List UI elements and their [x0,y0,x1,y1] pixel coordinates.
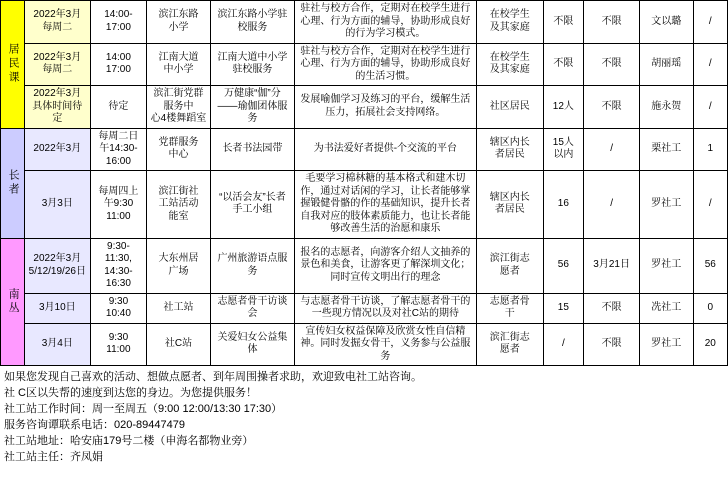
cell-desc: 宣传妇女权益保障及欣赏女性自信精神。同时发掘女骨干，义务参与公益服务 [294,323,476,366]
cell-place: 社工站 [146,293,210,323]
cell-deadline: 不限 [584,1,640,44]
cell-place: 滨江东路 小学 [146,1,210,44]
cell-date: 3月4日 [24,323,90,366]
cell-object: 滨汇街志 愿者 [477,323,543,366]
cell-title: 关爱妇女公益集体 [211,323,295,366]
cell-deadline: / [584,128,640,171]
cell-time: 9:30 10:40 [91,293,147,323]
table-row [1,323,728,366]
cell-num: 不限 [543,1,584,44]
cell-place: 滨汇街党群服务中 心4楼舞蹈室 [146,86,210,129]
cell-object: 志愿者骨 干 [477,293,543,323]
cell-date: 2022年3月 [24,128,90,171]
cell-date: 2022年3月 每周二 [24,1,90,44]
cell-org: 罗社工 [639,171,693,239]
cell-remark: 1 [693,128,727,171]
cell-desc: 为书法爱好者提供-个交流的平台 [294,128,476,171]
cell-time: 9:30- 11:30, 14:30- 16:30 [91,238,147,293]
cell-num: 56 [543,238,584,293]
table-row [1,171,728,239]
category-label-3: 南丛 [1,238,25,366]
cell-deadline: 3月21日 [584,238,640,293]
cell-deadline: / [584,171,640,239]
cell-title: 万健康“伽”分——瑜伽团体服务 [211,86,295,129]
cell-object: 滨江街志 愿者 [477,238,543,293]
footer-line-1: 如果您发现自己喜欢的活动、想做点愿者、到年周围操者求助，欢迎致电社工站咨询。 [4,371,422,383]
footer-line-6: 社工站主任：齐凤娟 [4,450,103,463]
cell-time: 9:30 11:00 [91,323,147,366]
cell-deadline: 不限 [584,293,640,323]
cell-object: 在校学生 及其家庭 [477,1,543,44]
cell-org: 冼社工 [639,293,693,323]
cell-time: 每周二日 午14:30- 16:00 [91,128,147,171]
cell-num: 12人 [543,86,584,129]
cell-date: 3月10日 [24,293,90,323]
cell-time: 14:00- 17:00 [91,1,147,44]
cell-org: 文以璐 [639,1,693,44]
cell-num: 16 [543,171,584,239]
cell-desc: 与志愿者骨干访谈，了解志愿者骨干的一些现方情况以及对社C站的期待 [294,293,476,323]
table-row [1,293,728,323]
cell-title: 广州旅游语点服务 [211,238,295,293]
cell-title: 志愿者骨干访谈会 [211,293,295,323]
cell-org: 施永贺 [639,86,693,129]
cell-org: 罗社工 [639,238,693,293]
cell-date: 2022年3月 每周二 [24,43,90,86]
cell-place: 社C站 [146,323,210,366]
cell-deadline: 不限 [584,86,640,129]
cell-remark: / [693,43,727,86]
cell-date: 2022年3月 具体时间待定 [24,86,90,129]
cell-title: 江南大道中小学驻校服务 [211,43,295,86]
cell-desc: 驻社与校方合作，定期对在校学生进行心理、行为方面的辅导，协助形成良好的行为学习模式。 [294,1,476,44]
cell-remark: / [693,1,727,44]
footer-line-5: 社工站地址：哈安庙179号二楼（申海名都物业旁） [4,434,254,447]
cell-remark: / [693,171,727,239]
cell-org: 栗社工 [639,128,693,171]
cell-title: 长者书法园带 [211,128,295,171]
cell-desc: 毛要学习棉林糖的基本格式和建木切作，通过对话闲的学习，让长者能够掌握锻健骨骼的作的基础知识，提升长者自我对应的肢体素质能力，也让长者能够改善生活的治愿和康乐 [294,171,476,239]
cell-object: 辖区内长 者居民 [477,128,543,171]
cell-place: 江南大道 中小学 [146,43,210,86]
category-label-1: 居民课 [1,1,25,129]
table-row [1,1,728,44]
table-row [1,128,728,171]
cell-org: 罗社工 [639,323,693,366]
cell-place: 大东州居 广场 [146,238,210,293]
cell-time: 14:00 17:00 [91,43,147,86]
cell-desc: 报名的志愿者，向游客介绍人文抽养的景色和美食，让游客更了解深圳文化；同时宣传文明出行的理念 [294,238,476,293]
footer-line-3: 社工站工作时间：周一至周五（9:00 12:00/13:30 17:30） [4,402,283,415]
cell-time: 待定 [91,86,147,129]
cell-org: 胡丽瑶 [639,43,693,86]
table-row [1,43,728,86]
cell-remark: 0 [693,293,727,323]
footer-line-2: 社 C区以失帮的速度到达您的身边。为您提供服务！ [4,386,257,399]
cell-object: 在校学生 及其家庭 [477,43,543,86]
cell-desc: 驻社与校方合作，定期对在校学生进行心理、行为方面的辅导，协助形成良好的生活习惯。 [294,43,476,86]
cell-deadline: 不限 [584,323,640,366]
footer-line-4: 服务咨询谭联系电话：020-89447479 [4,418,185,431]
table-row [1,86,728,129]
cell-desc: 发展喻伽学习及练习的平台，缓解生活压力，拓展社会支持网络。 [294,86,476,129]
cell-num: / [543,323,584,366]
cell-remark: 20 [693,323,727,366]
table-row [1,238,728,293]
cell-remark: 56 [693,238,727,293]
cell-num: 15 [543,293,584,323]
cell-title: “以活会友”长者手工小组 [211,171,295,239]
cell-object: 社区居民 [477,86,543,129]
cell-date: 3月3日 [24,171,90,239]
cell-place: 滨江街社 工站活动 能室 [146,171,210,239]
cell-num: 不限 [543,43,584,86]
cell-deadline: 不限 [584,43,640,86]
cell-date: 2022年3月 5/12/19/26日 [24,238,90,293]
cell-time: 每周四上 午9:30 11:00 [91,171,147,239]
cell-object: 辖区内长 者居民 [477,171,543,239]
category-label-2: 长者 [1,128,25,238]
cell-num: 15人 以内 [543,128,584,171]
cell-remark: / [693,86,727,129]
cell-title: 滨江东路小学驻校服务 [211,1,295,44]
cell-place: 党群服务 中心 [146,128,210,171]
footer-notes [0,366,728,466]
